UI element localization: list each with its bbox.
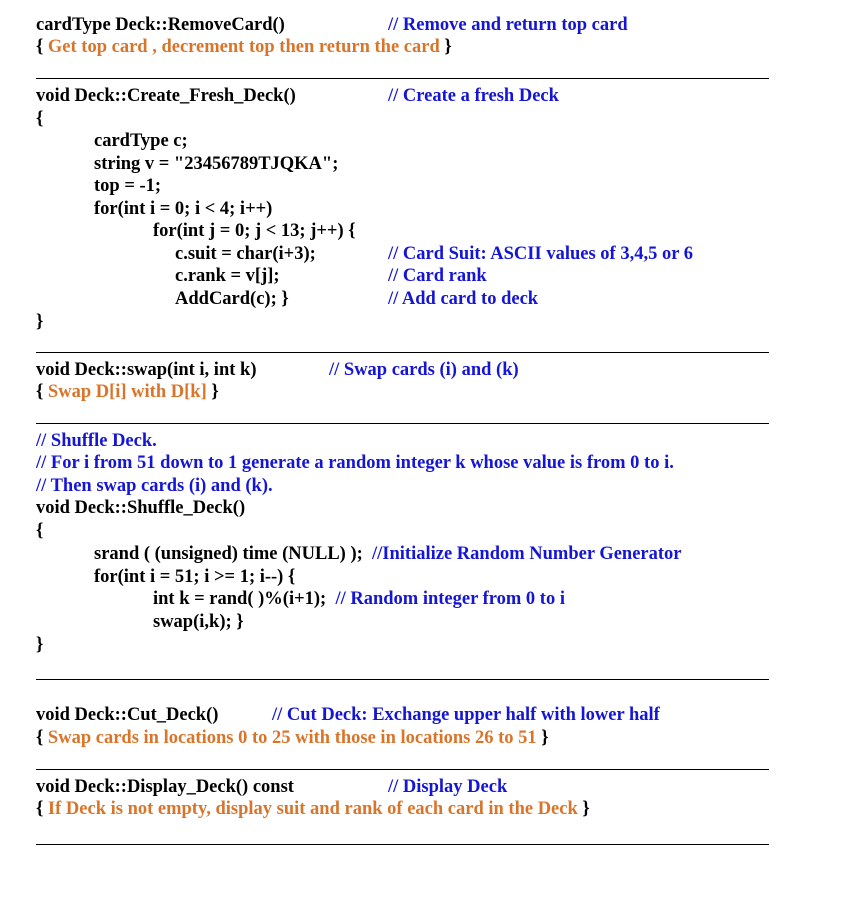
swap-open-brace: { bbox=[36, 382, 48, 402]
shuffle-srand-line bbox=[94, 543, 682, 565]
shuffle-swap-line: swap(i,k); } bbox=[153, 612, 244, 632]
cut-deck-signature: void Deck::Cut_Deck() bbox=[36, 705, 219, 725]
shuffle-srand-comment: //Initialize Random Number Generator bbox=[372, 544, 682, 564]
create-deck-line-comment: // Add card to deck bbox=[388, 289, 539, 309]
create-deck-line: c.suit = char(i+3); bbox=[175, 244, 316, 264]
remove-card-signature: cardType Deck::RemoveCard() bbox=[36, 15, 285, 35]
create-deck-line: top = -1; bbox=[94, 176, 162, 196]
cut-deck-open-brace: { bbox=[36, 728, 48, 748]
create-deck-line: cardType c; bbox=[94, 131, 188, 151]
shuffle-close-brace: } bbox=[36, 635, 44, 655]
cut-deck-body-text: Swap cards in locations 0 to 25 with those in locations 26 to 51 bbox=[47, 728, 537, 748]
create-deck-line: AddCard(c); } bbox=[175, 289, 289, 309]
remove-card-open-brace: { bbox=[36, 37, 48, 57]
shuffle-rand-line bbox=[153, 588, 565, 610]
display-deck-body bbox=[36, 798, 590, 820]
section-divider bbox=[36, 769, 769, 770]
cut-deck-comment: // Cut Deck: Exchange upper half with lower half bbox=[272, 705, 660, 725]
display-deck-body-text: If Deck is not empty, display suit and rank of each card in the Deck bbox=[47, 799, 578, 819]
create-deck-line: for(int j = 0; j < 13; j++) { bbox=[153, 221, 356, 241]
shuffle-signature: void Deck::Shuffle_Deck() bbox=[36, 498, 246, 518]
shuffle-rand-comment: // Random integer from 0 to i bbox=[335, 589, 565, 609]
swap-close-brace: } bbox=[206, 382, 219, 402]
remove-card-body bbox=[36, 36, 452, 58]
cut-deck-body bbox=[36, 727, 549, 749]
create-deck-line-comment: // Card rank bbox=[388, 266, 487, 286]
swap-signature: void Deck::swap(int i, int k) bbox=[36, 360, 257, 380]
swap-body-text: Swap D[i] with D[k] bbox=[47, 382, 207, 402]
shuffle-comment: // For i from 51 down to 1 generate a random integer k whose value is from 0 to i. bbox=[36, 453, 674, 473]
display-deck-signature: void Deck::Display_Deck() const bbox=[36, 777, 294, 797]
create-deck-signature: void Deck::Create_Fresh_Deck() bbox=[36, 86, 296, 106]
section-divider bbox=[36, 679, 769, 680]
shuffle-for-line: for(int i = 51; i >= 1; i--) { bbox=[94, 567, 296, 587]
section-divider bbox=[36, 352, 769, 353]
remove-card-body-text: Get top card , decrement top then return the card bbox=[47, 37, 440, 57]
create-deck-line-comment: // Card Suit: ASCII values of 3,4,5 or 6 bbox=[388, 244, 693, 264]
remove-card-close-brace: } bbox=[439, 37, 452, 57]
create-deck-line: c.rank = v[j]; bbox=[175, 266, 280, 286]
create-deck-comment: // Create a fresh Deck bbox=[388, 86, 559, 106]
remove-card-comment: // Remove and return top card bbox=[388, 15, 628, 35]
section-divider bbox=[36, 844, 769, 845]
shuffle-comment: // Then swap cards (i) and (k). bbox=[36, 476, 273, 496]
create-deck-line: string v = "23456789TJQKA"; bbox=[94, 154, 339, 174]
shuffle-comment: // Shuffle Deck. bbox=[36, 431, 157, 451]
create-deck-open-brace: { bbox=[36, 109, 44, 129]
section-divider bbox=[36, 423, 769, 424]
shuffle-rand-code: int k = rand( )%(i+1); bbox=[153, 589, 336, 609]
display-deck-open-brace: { bbox=[36, 799, 48, 819]
create-deck-close-brace: } bbox=[36, 312, 44, 332]
display-deck-comment: // Display Deck bbox=[388, 777, 508, 797]
shuffle-open-brace: { bbox=[36, 521, 44, 541]
shuffle-srand-code: srand ( (unsigned) time (NULL) ); bbox=[94, 544, 373, 564]
swap-body bbox=[36, 381, 219, 403]
swap-comment: // Swap cards (i) and (k) bbox=[329, 360, 519, 380]
create-deck-line: for(int i = 0; i < 4; i++) bbox=[94, 199, 273, 219]
display-deck-close-brace: } bbox=[577, 799, 590, 819]
section-divider bbox=[36, 78, 769, 79]
cut-deck-close-brace: } bbox=[536, 728, 549, 748]
